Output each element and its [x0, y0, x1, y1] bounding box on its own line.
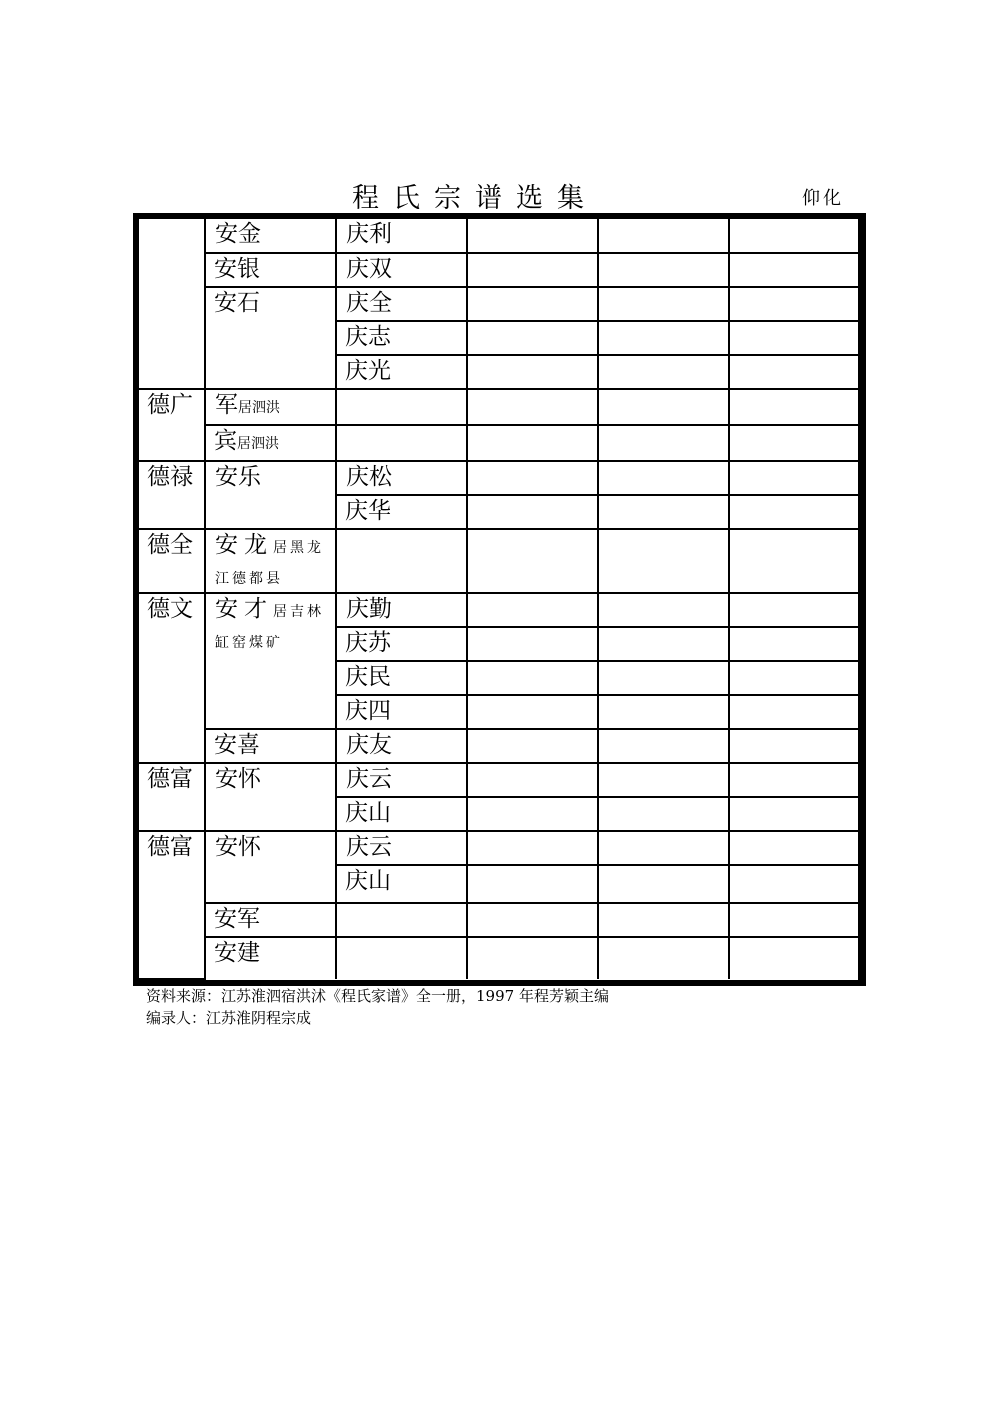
empty-cell [467, 593, 598, 627]
residence-note: 居黑龙江德都县 [215, 540, 324, 587]
table-row [139, 831, 858, 865]
empty-cell [336, 425, 467, 461]
table-row [139, 287, 858, 321]
residence-note: 居泗洪 [238, 400, 280, 416]
empty-cell [729, 389, 858, 425]
genealogy-table-frame [133, 213, 866, 986]
gen2-cell: 安军 [205, 903, 336, 937]
empty-cell [598, 937, 729, 979]
gen3-cell: 庆利 [336, 219, 467, 253]
empty-cell [598, 529, 729, 593]
gen2-cell: 安石 [205, 287, 336, 389]
gen3-cell: 庆华 [336, 495, 467, 529]
gen3-cell: 庆松 [336, 461, 467, 495]
empty-cell [467, 355, 598, 389]
gen2-cell: 安金 [205, 219, 336, 253]
gen2-name: 安龙 [215, 532, 273, 558]
empty-cell [467, 495, 598, 529]
empty-cell [598, 831, 729, 865]
empty-cell [729, 627, 858, 661]
empty-cell [598, 865, 729, 903]
empty-cell [336, 389, 467, 425]
table-row [139, 529, 858, 593]
empty-cell [598, 389, 729, 425]
empty-cell [598, 903, 729, 937]
residence-note: 居泗洪 [237, 436, 279, 452]
empty-cell [729, 865, 858, 903]
empty-cell [467, 321, 598, 355]
empty-cell [467, 529, 598, 593]
table-row [139, 253, 858, 287]
source-note: 资料来源：江苏淮泗宿洪沭《程氏家谱》全一册，1997 年程芳颖主编 [146, 987, 609, 1005]
table-row [139, 461, 858, 495]
gen2-cell: 安建 [205, 937, 336, 979]
empty-cell [729, 461, 858, 495]
empty-cell [729, 903, 858, 937]
gen2-name: 安才 [215, 596, 273, 622]
table-row [139, 593, 858, 627]
empty-cell [729, 831, 858, 865]
gen3-cell: 庆双 [336, 253, 467, 287]
empty-cell [598, 695, 729, 729]
gen2-cell [205, 593, 336, 729]
empty-cell [598, 627, 729, 661]
empty-cell [729, 287, 858, 321]
gen1-cell: 德禄 [139, 461, 205, 529]
gen2-cell: 安喜 [205, 729, 336, 763]
empty-cell [598, 661, 729, 695]
empty-cell [336, 937, 467, 979]
gen3-cell: 庆云 [336, 831, 467, 865]
empty-cell [467, 903, 598, 937]
empty-cell [467, 865, 598, 903]
empty-cell [729, 495, 858, 529]
empty-cell [467, 461, 598, 495]
gen3-cell: 庆苏 [336, 627, 467, 661]
empty-cell [729, 695, 858, 729]
empty-cell [729, 425, 858, 461]
empty-cell [598, 355, 729, 389]
empty-cell [729, 355, 858, 389]
empty-cell [467, 797, 598, 831]
table-row [139, 763, 858, 797]
empty-cell [467, 219, 598, 253]
empty-cell [467, 661, 598, 695]
table-row [139, 903, 858, 937]
table-row [139, 219, 858, 253]
gen3-cell: 庆志 [336, 321, 467, 355]
empty-cell [467, 695, 598, 729]
gen3-cell: 庆山 [336, 797, 467, 831]
empty-cell [598, 495, 729, 529]
gen1-cell: 德全 [139, 529, 205, 593]
gen3-cell: 庆民 [336, 661, 467, 695]
gen3-cell: 庆云 [336, 763, 467, 797]
gen3-cell: 庆全 [336, 287, 467, 321]
empty-cell [598, 253, 729, 287]
gen2-cell: 安怀 [205, 831, 336, 903]
table-row [139, 937, 858, 979]
page-title: 程氏宗谱选集 [352, 183, 598, 214]
empty-cell [467, 425, 598, 461]
table-row [139, 425, 858, 461]
empty-cell [729, 529, 858, 593]
empty-cell [598, 763, 729, 797]
empty-cell [598, 321, 729, 355]
gen1-cell: 德富 [139, 831, 205, 979]
empty-cell [729, 797, 858, 831]
empty-cell [729, 763, 858, 797]
gen2-cell: 安银 [205, 253, 336, 287]
residence-note: 居吉林缸窑煤矿 [215, 604, 324, 651]
empty-cell [467, 831, 598, 865]
empty-cell [729, 729, 858, 763]
gen2-cell: 安乐 [205, 461, 336, 529]
table-row [139, 729, 858, 763]
gen2-name: 宾 [214, 428, 237, 454]
empty-cell [598, 729, 729, 763]
genealogy-table [139, 219, 858, 980]
gen3-cell: 庆光 [336, 355, 467, 389]
empty-cell [467, 253, 598, 287]
gen1-cell: 德富 [139, 763, 205, 831]
empty-cell [598, 287, 729, 321]
empty-cell [336, 529, 467, 593]
empty-cell [598, 219, 729, 253]
empty-cell [598, 461, 729, 495]
empty-cell [729, 661, 858, 695]
empty-cell [729, 219, 858, 253]
gen2-cell: 安怀 [205, 763, 336, 831]
empty-cell [467, 729, 598, 763]
gen3-cell: 庆山 [336, 865, 467, 903]
empty-cell [598, 593, 729, 627]
gen1-cell: 德广 [139, 389, 205, 461]
gen1-cell: 德文 [139, 593, 205, 763]
empty-cell [467, 389, 598, 425]
gen2-cell [205, 425, 336, 461]
gen2-cell [205, 529, 336, 593]
recorder-note: 编录人：江苏淮阴程宗成 [146, 1009, 312, 1027]
empty-cell [336, 903, 467, 937]
gen3-cell: 庆勤 [336, 593, 467, 627]
gen3-cell: 庆四 [336, 695, 467, 729]
empty-cell [729, 253, 858, 287]
empty-cell [467, 287, 598, 321]
gen3-cell: 庆友 [336, 729, 467, 763]
gen1-cell [139, 219, 205, 389]
empty-cell [729, 937, 858, 979]
empty-cell [729, 321, 858, 355]
gen2-cell [205, 389, 336, 425]
gen2-name: 军 [215, 392, 238, 418]
empty-cell [598, 425, 729, 461]
empty-cell [729, 593, 858, 627]
empty-cell [467, 627, 598, 661]
branch-label: 仰化 [802, 188, 844, 209]
empty-cell [598, 797, 729, 831]
empty-cell [467, 937, 598, 979]
empty-cell [467, 763, 598, 797]
table-row [139, 389, 858, 425]
